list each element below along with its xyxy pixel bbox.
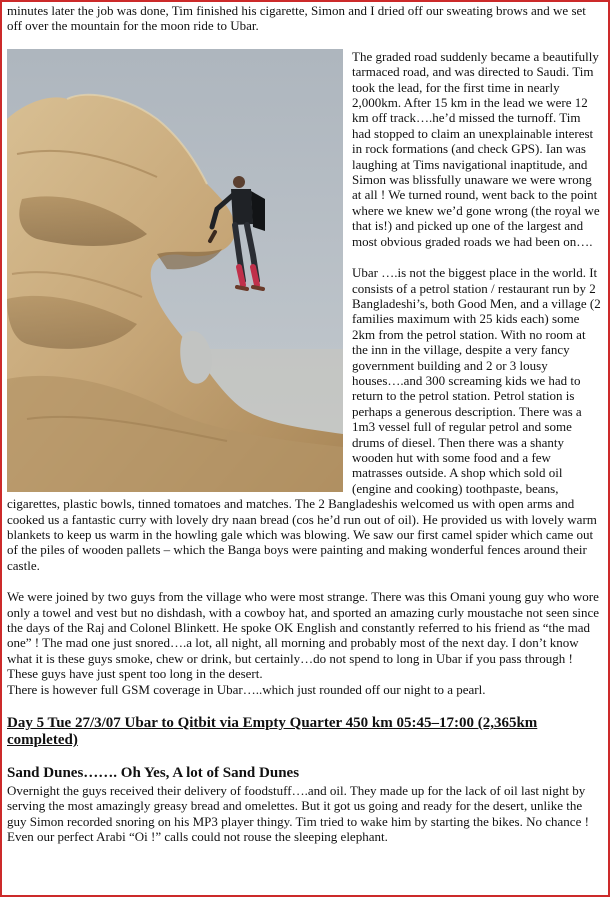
gsm-paragraph: There is however full GSM coverage in Ubar…..which just rounded off our night to a pearl. [7,681,486,697]
rock-climbing-illustration [7,49,343,492]
ubar-paragraph: Ubar ….is not the biggest place in the world. It consists of a petrol station / restaurant run by 2 Bangladeshi’s, both Good Men, and a village (2 families maximum with 25 kids each) some 2km from the petrol station. With no room at the inn in the village, despite a very fancy government building and 2 or 3 lousy houses….and 300 screaming kids we had to return to the petrol station. Petrol station is perhaps a generous description. There was a 1m3 vessel full of regular petrol and some drums of diesel. Then there was a shanty wooden hut with some food and a few matrasses outside. A shop which sold oil (engine and cooking) toothpaste, beans, cigarettes, plastic bowls, tinned tomatoes and matches. The 2 Bangladeshis welcomed us with open arms and cooked us a fantastic curry with lovely dry naan bread (cos he’d run out of oil). He provided us with lovely warm blankets to keep us warm in the howling gale which was blowing. We saw our first camel spider which came out of the piles of wooden pallets – which the Banga boys were painting and making wonderful fences around their castle. [7,265,601,573]
intro-paragraph: minutes later the job was done, Tim finished his cigarette, Simon and I dried off our sweating brows and we set off over the mountain for the moon ride to Ubar. [7,3,586,34]
dunes-paragraph: Overnight the guys received their delivery of foodstuff….and oil. They made up for the lack of oil last night by serving the most amazingly greasy bread and omelettes. But it got us going and ready for the desert, unlike the guy Simon recorded snoring on his MP3 player thingy. Tim tried to wake him by starting the bikes. No chance ! Even our perfect Arabi “Oi !” calls could not rouse the sleeping elephant. [7,783,589,845]
section-heading: Sand Dunes……. Oh Yes, A lot of Sand Dunes [7,765,300,782]
rock-climbing-photo [7,49,343,492]
road-paragraph: The graded road suddenly became a beautifully tarmaced road, and was directed to Saudi. Tim took the lead, for the first time in nearly 2,000km. After 15 km in the lead we were 12 km off track….he’d missed the turnoff. Tim had stopped to claim an unexplainable interest in rock formations (and check GPS). Ian was laughing at Tims navigational inaptitude, and Simon was blissfully unaware we were wrong at all ! We turned round, went back to the point where we knew we’d gone wrong (the royal we that is!) and picked up one of the largest and most obvious graded roads we had been on…. [352,48,600,249]
village-paragraph: We were joined by two guys from the village who were most strange. There was this Omani young guy who wore only a towel and vest but no dishdash, with a cowboy hat, and sported an amazing curly moustache not seen since the days of the Raj and Colonel Blinkett. He spoke OK English and constantly referred to his friend as “the mad one” ! The mad one just snored….a lot, all night, all morning and probably most of the next day. I don’t know what it is these guys smoke, chew or drink, but certainly…do not spend to long in Ubar if you pass through ! These guys have just spent too long in the desert. [7,589,600,682]
day-heading: Day 5 Tue 27/3/07 Ubar to Qitbit via Empty Quarter 450 km 05:45–17:00 (2,365km completed) [7,715,538,749]
